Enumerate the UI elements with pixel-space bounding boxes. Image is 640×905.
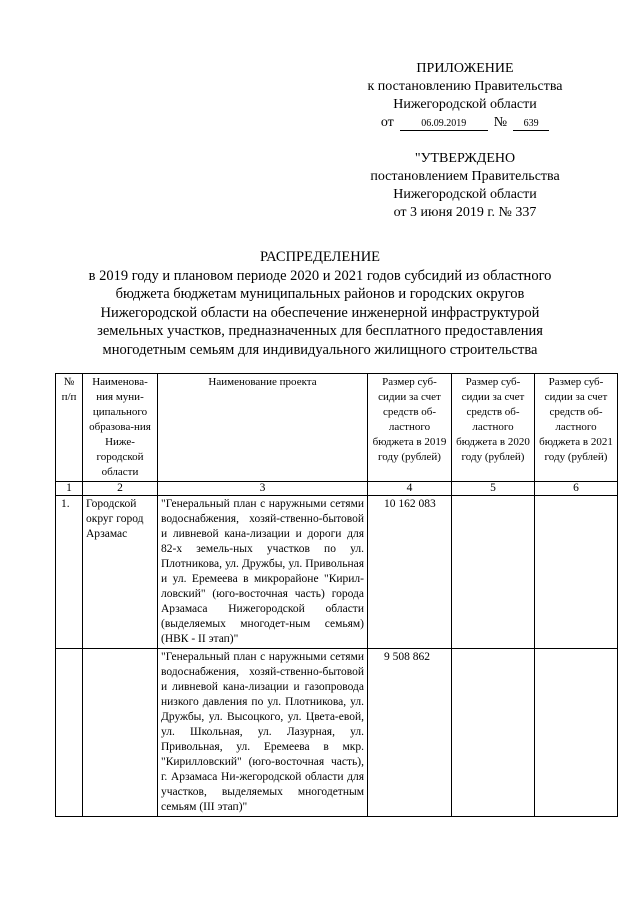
amount-2019: 10 162 083	[368, 496, 452, 649]
header-amount-2019: Размер суб-сидии за счет средств об-ластного бюджета в 2019 году (рублей)	[368, 374, 452, 482]
approved-title: "УТВЕРЖДЕНО	[414, 151, 516, 166]
amount-2020	[452, 649, 535, 817]
amount-2019: 9 508 862	[368, 649, 452, 817]
number-prefix: №	[493, 115, 508, 130]
column-number: 1	[56, 482, 83, 496]
appendix-line-1: к постановлению Правительства	[367, 79, 563, 94]
table-row	[56, 649, 618, 817]
header-municipality: Наименова-ния муни-ципального образова-ния Ниже-городской области	[83, 374, 158, 482]
amount-2021	[535, 496, 618, 649]
project-name: "Генеральный план с наружными сетями водоснабжения, хозяй-ственно-бытовой и ливневой кана-лизации и газопровода низкого давления по ул. Плотникова, ул. Дружбы, ул. Высоцкого, ул. Цвета-евой, ул. Школьная, ул. Лазурная, ул. Привольная, ул. Еремеева в мкр. "Кирилловский" (юго-восточная часть), г. Арзамаса Ни-жегородской области для участков, выделяемых многодетным семьям (III этап)"	[158, 649, 368, 817]
distribution-table	[55, 373, 618, 817]
column-number: 5	[452, 482, 535, 496]
appendix-title: ПРИЛОЖЕНИЕ	[416, 61, 514, 76]
resolution-number: 639	[513, 118, 549, 131]
amount-2021	[535, 649, 618, 817]
approved-line-2: Нижегородской области	[393, 187, 537, 202]
column-number: 2	[83, 482, 158, 496]
municipality-name: Городской округ город Арзамас	[83, 496, 158, 649]
date-prefix: от	[380, 115, 394, 130]
column-number: 3	[158, 482, 368, 496]
approved-line-1: постановлением Правительства	[370, 169, 560, 184]
municipality-name	[83, 649, 158, 817]
column-number: 6	[535, 482, 618, 496]
approved-block	[330, 150, 600, 222]
appendix-line-2: Нижегородской области	[393, 97, 537, 112]
header-amount-2021: Размер суб-сидии за счет средств об-ластного бюджета в 2021 году (рублей)	[535, 374, 618, 482]
column-number-row	[56, 482, 618, 496]
column-number: 4	[368, 482, 452, 496]
row-number: 1.	[56, 496, 83, 649]
row-number	[56, 649, 83, 817]
header-number: № п/п	[56, 374, 83, 482]
table-row	[56, 496, 618, 649]
approved-line-3: от 3 июня 2019 г. № 337	[393, 205, 537, 220]
appendix-block	[330, 60, 600, 132]
distribution-heading	[70, 248, 570, 359]
resolution-date: 06.09.2019	[400, 118, 488, 131]
table-header-row	[56, 374, 618, 482]
distribution-title: РАСПРЕДЕЛЕНИЕ	[259, 249, 381, 265]
header-amount-2020: Размер суб-сидии за счет средств об-ластного бюджета в 2020 году (рублей)	[452, 374, 535, 482]
distribution-subtitle: в 2019 году и плановом периоде 2020 и 2021 годов субсидий из областного бюджета бюджетам муниципальных районов и городских округов Нижегородской области на обеспечение инженерной инфраструктурой земельных участков, предназначенных для бесплатного предоставления многодетным семьям для индивидуального жилищного строительства	[88, 267, 552, 358]
project-name: "Генеральный план с наружными сетями водоснабжения, хозяй-ственно-бытовой и ливневой кана-лизации и дороги для 82-х земель-ных участков по ул. Плотникова, ул. Дружбы, ул. Привольная и ул. Еремеева в микрорайоне "Кирил-ловский" (юго-восточная часть) города Арзамаса Нижегородской области (выделяемых многодет-ным семьям) (НВК - II этап)"	[158, 496, 368, 649]
amount-2020	[452, 496, 535, 649]
appendix-date-line	[330, 114, 600, 132]
header-project: Наименование проекта	[158, 374, 368, 482]
